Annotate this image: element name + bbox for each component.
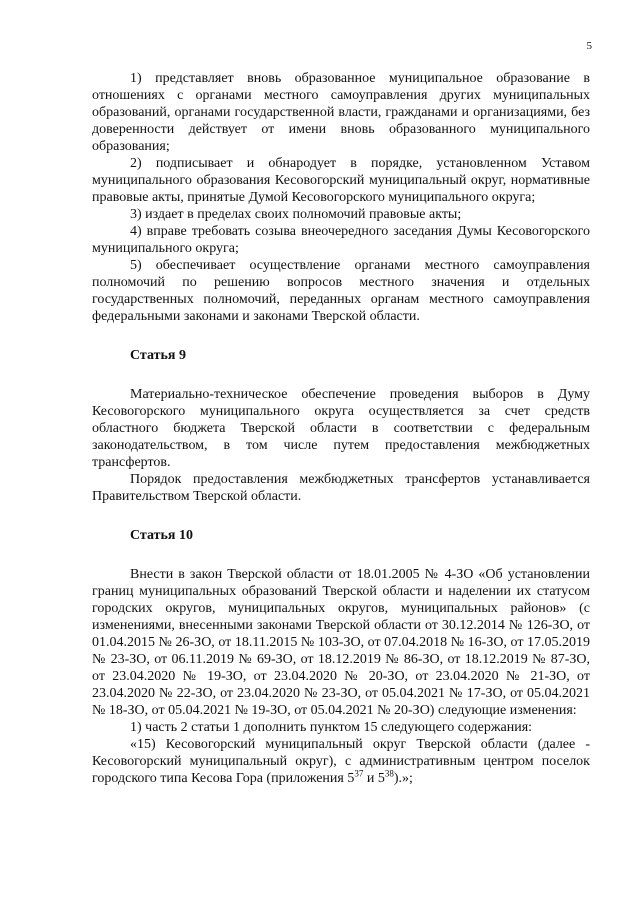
article-10-paragraph-3 <box>92 736 590 787</box>
paragraph-3-text: «15) Кесовогорский муниципальный округ Тверской области (далее - Кесовогорский муниципальный округ), с административным центром поселок городского типа Кесова Гора (приложения 5 <box>92 737 590 786</box>
article-9-paragraph-2: Порядок предоставления межбюджетных трансфертов устанавливается Правительством Тверской области. <box>92 472 590 504</box>
article-10-paragraph-1: Внести в закон Тверской области от 18.01.2005 № 4-ЗО «Об установлении границ муниципальных образований Тверской области и наделении их статусом городских округов, муниципальных округов, муниципальных районов» (с изменениями, внесенными законами Тверской области от 30.12.2014 № 126-ЗО, от 01.04.2015 № 26-ЗО, от 18.11.2015 № 103-ЗО, от 07.04.2018 № 16-ЗО, от 17.05.2019 № 23-ЗО, от 06.11.2019 № 69-ЗО, от 18.12.2019 № 86-ЗО, от 18.12.2019 № 87-ЗО, от 23.04.2020 № 19-ЗО, от 23.04.2020 № 20-ЗО, от 23.04.2020 № 21-ЗО, от 23.04.2020 № 22-ЗО, от 23.04.2020 № 23-ЗО, от 05.04.2021 № 17-ЗО, от 05.04.2021 № 18-ЗО, от 05.04.2021 № 19-ЗО, от 05.04.2021 № 20-ЗО) следующие изменения: <box>92 567 590 718</box>
paragraph-3-and: и 5 <box>363 771 385 786</box>
list-item-4: 4) вправе требовать созыва внеочередного заседания Думы Кесовогорского муниципального округа; <box>92 224 590 256</box>
superscript-37: 37 <box>354 768 364 779</box>
article-9-paragraph-1: Материально-техническое обеспечение проведения выборов в Думу Кесовогорского муниципального округа осуществляется за счет средств областного бюджета Тверской области в соответствии с федеральным законодательством, в том числе путем предоставления межбюджетных трансфертов. <box>92 387 590 470</box>
list-item-5: 5) обеспечивает осуществление органами местного самоуправления полномочий по решению вопросов местного значения и отдельных государственных полномочий, переданных органам местного самоуправления федеральными законами и законами Тверской области. <box>92 258 590 324</box>
list-item-2: 2) подписывает и обнародует в порядке, установленном Уставом муниципального образования Кесовогорский муниципальный округ, нормативные правовые акты, принятые Думой Кесовогорского муниципального округа; <box>92 156 590 205</box>
article-9-heading: Статья 9 <box>130 348 186 363</box>
article-10-paragraph-2: 1) часть 2 статьи 1 дополнить пунктом 15 следующего содержания: <box>130 720 533 735</box>
list-item-1: 1) представляет вновь образованное муниципальное образование в отношениях с органами местного самоуправления других муниципальных образований, органами государственной власти, гражданами и организациями, без доверенности действует от имени вновь образованного муниципального образования; <box>92 71 590 154</box>
paragraph-3-end: ).»; <box>393 771 413 786</box>
document-body <box>92 70 590 787</box>
article-10-heading: Статья 10 <box>130 528 193 543</box>
list-item-3: 3) издает в пределах своих полномочий правовые акты; <box>130 207 462 222</box>
superscript-38: 38 <box>384 768 394 779</box>
page-number: 5 <box>586 40 592 52</box>
